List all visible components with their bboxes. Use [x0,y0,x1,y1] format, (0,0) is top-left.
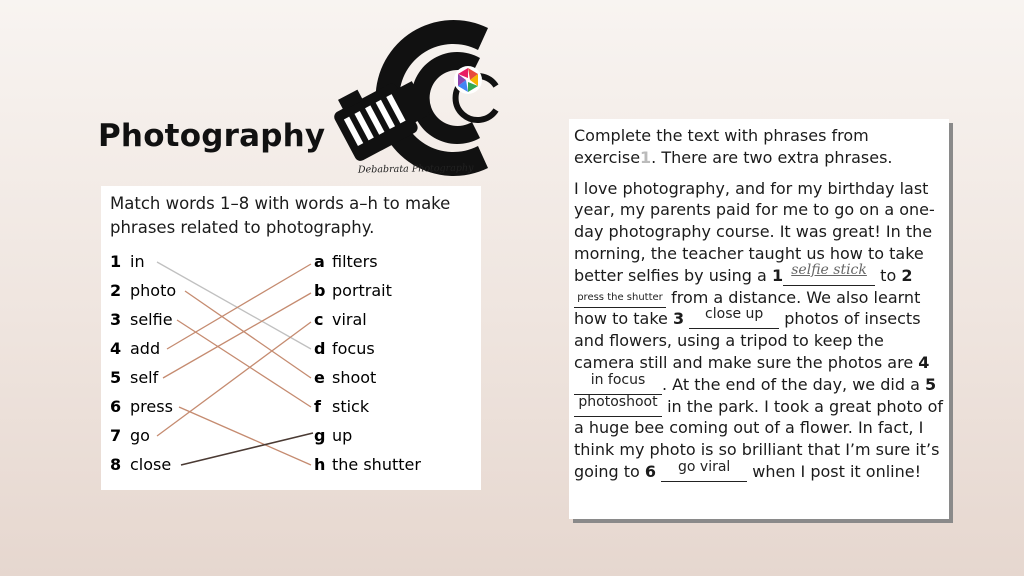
answer-blank-2[interactable]: press the shutter [574,291,666,308]
list-item: e shoot [314,368,377,387]
match-line [157,262,311,349]
page-title: Photography [98,118,326,154]
matching-exercise-card [101,186,481,490]
match-line [157,322,311,436]
answer-blank-6[interactable]: go viral [661,465,747,482]
list-item: g up [314,426,353,445]
logo-signature: Debabrata Photography [357,162,474,176]
list-item: 8 close [110,455,172,474]
exercise2-text [574,125,946,483]
list-item: f stick [314,397,370,416]
match-line [181,433,313,465]
list-item: 6 press [110,397,173,416]
list-item: c viral [314,310,367,329]
fill-in-exercise-card [569,119,949,519]
list-item: d focus [314,339,375,358]
list-item: h the shutter [314,455,421,474]
match-line [163,293,311,378]
answer-blank-1[interactable]: selfie stick [783,269,875,286]
exercise2-body: I love photography, and for my birthday last year, my parents paid for me to go on a one-day photography course. It was great! In the morning, the teacher taught us how to take better selfies by using a 1 selfie stick to 2 press the shutter from a distance. We also learnt how to take 3 close up photos of insects and flowers, using a tripod to keep the camera still and make sure the photos are 4 in focus . At the end of the day, we did a 5 photoshoot in the park. I took a great photo of a huge bee coming out of a flower. In fact, I think my photo is so brilliant that I’m sure it’s going to 6 go viral when I post it online! [574,178,944,481]
exercise2-instruction: Complete the text with phrases from exercise1. There are two extra phrases. [574,126,893,167]
list-item: b portrait [314,281,392,300]
camera-logo-icon [328,18,538,183]
answer-blank-4[interactable]: in focus [574,378,662,395]
list-item: 3 selfie [110,310,173,329]
match-line [179,407,311,465]
exercise1-instruction: Match words 1–8 with words a–h to make phrases related to photography. [110,194,451,237]
list-item: 1 in [110,252,145,271]
list-item: 2 photo [110,281,177,300]
list-item: 5 self [110,368,159,387]
match-lines [101,186,481,490]
list-item: a filters [314,252,378,271]
answer-blank-3[interactable]: close up [689,312,779,329]
list-item: 4 add [110,339,161,358]
list-item: 7 go [110,426,150,445]
answer-blank-5[interactable]: photoshoot [574,400,662,417]
